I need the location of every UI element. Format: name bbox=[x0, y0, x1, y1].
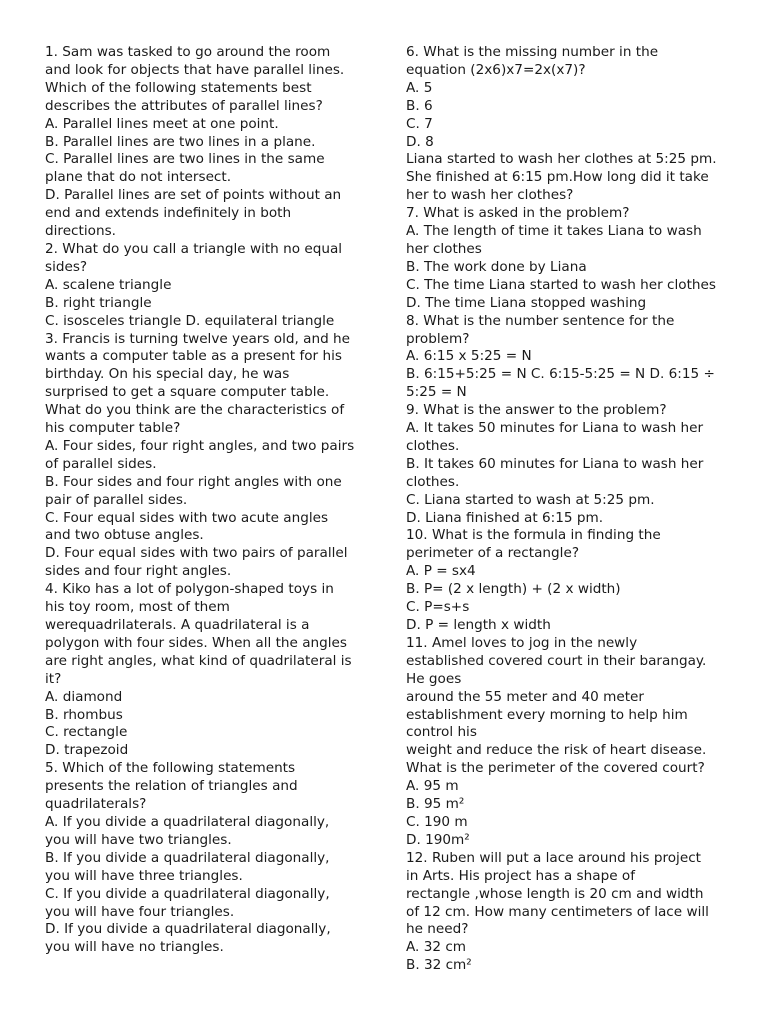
text-line: A. P = sx4 bbox=[406, 563, 476, 580]
text-line: pair of parallel sides. bbox=[45, 491, 188, 508]
text-line: 7. What is asked in the problem? bbox=[406, 205, 630, 222]
text-line: D. Parallel lines are set of points without an bbox=[45, 187, 342, 204]
text-line: A. 32 cm bbox=[406, 939, 467, 956]
text-line: B. 6 bbox=[406, 97, 433, 114]
text-line: 2. What do you call a triangle with no equal bbox=[45, 240, 343, 257]
text-line: sides? bbox=[45, 258, 88, 275]
text-line: What is the perimeter of the covered court? bbox=[406, 760, 705, 777]
text-line: A. 5 bbox=[406, 79, 433, 96]
text-line: D. 190m² bbox=[406, 831, 470, 848]
text-line: C. Four equal sides with two acute angles bbox=[45, 509, 329, 526]
text-line: you will have no triangles. bbox=[45, 939, 224, 956]
text-line: clothes. bbox=[406, 437, 460, 454]
text-line: 12. Ruben will put a lace around his project bbox=[406, 849, 701, 866]
text-line: C. If you divide a quadrilateral diagonally, bbox=[45, 885, 330, 902]
text-line: A. Parallel lines meet at one point. bbox=[45, 115, 279, 132]
text-line: perimeter of a rectangle? bbox=[406, 545, 580, 562]
left-column bbox=[45, 44, 367, 957]
text-line: B. If you divide a quadrilateral diagonally, bbox=[45, 849, 330, 866]
text-line: rectangle ,whose length is 20 cm and width bbox=[406, 885, 704, 902]
text-line: you will have four triangles. bbox=[45, 903, 235, 920]
text-line: A. 6:15 x 5:25 = N bbox=[406, 348, 532, 365]
text-line: 10. What is the formula in finding the bbox=[406, 527, 661, 544]
text-line: C. Parallel lines are two lines in the same bbox=[45, 151, 325, 168]
text-line: D. trapezoid bbox=[45, 742, 129, 759]
text-line: in Arts. His project has a shape of bbox=[406, 867, 636, 884]
text-line: presents the relation of triangles and bbox=[45, 778, 298, 795]
text-line: D. Liana finished at 6:15 pm. bbox=[406, 509, 604, 526]
text-line: of parallel sides. bbox=[45, 455, 157, 472]
text-line: clothes. bbox=[406, 473, 460, 490]
text-line: 4. Kiko has a lot of polygon-shaped toys in bbox=[45, 581, 334, 598]
text-line: C. Liana started to wash at 5:25 pm. bbox=[406, 491, 655, 508]
text-line: his computer table? bbox=[45, 420, 181, 437]
text-line: surprised to get a square computer table. bbox=[45, 384, 330, 401]
text-line: equation (2x6)x7=2x(x7)? bbox=[406, 61, 586, 78]
text-line: A. It takes 50 minutes for Liana to wash her bbox=[406, 420, 704, 437]
text-line: sides and four right angles. bbox=[45, 563, 232, 580]
text-line: established covered court in their barangay. bbox=[406, 652, 707, 669]
text-line: and two obtuse angles. bbox=[45, 527, 204, 544]
text-line: of 12 cm. How many centimeters of lace will bbox=[406, 903, 709, 920]
text-line: A. 95 m bbox=[406, 778, 459, 795]
text-line: you will have two triangles. bbox=[45, 831, 232, 848]
text-line: directions. bbox=[45, 223, 116, 240]
text-line: A. scalene triangle bbox=[45, 276, 172, 293]
text-line: B. 6:15+5:25 = N C. 6:15-5:25 = N D. 6:15 ÷ bbox=[406, 366, 715, 383]
text-line: are right angles, what kind of quadrilateral is bbox=[45, 652, 352, 669]
text-line: C. 190 m bbox=[406, 813, 468, 830]
text-line: quadrilaterals? bbox=[45, 796, 147, 813]
text-line: C. 7 bbox=[406, 115, 433, 132]
text-line: B. P= (2 x length) + (2 x width) bbox=[406, 581, 621, 598]
text-line: A. If you divide a quadrilateral diagonally, bbox=[45, 813, 330, 830]
text-line: establishment every morning to help him bbox=[406, 706, 688, 723]
text-line: D. Four equal sides with two pairs of parallel bbox=[45, 545, 348, 562]
text-line: describes the attributes of parallel lines? bbox=[45, 97, 323, 114]
text-line: werequadrilaterals. A quadrilateral is a bbox=[45, 617, 310, 633]
text-line: B. 95 m² bbox=[406, 796, 465, 813]
text-line: control his bbox=[406, 724, 477, 741]
text-line: Liana started to wash her clothes at 5:25 pm. bbox=[406, 151, 717, 168]
text-line: 11. Amel loves to jog in the newly bbox=[406, 634, 638, 651]
text-line: B. 32 cm² bbox=[406, 957, 472, 974]
text-line: C. rectangle bbox=[45, 724, 128, 741]
text-line: 6. What is the missing number in the bbox=[406, 44, 659, 60]
text-line: D. P = length x width bbox=[406, 617, 551, 633]
text-line: B. The work done by Liana bbox=[406, 258, 587, 275]
text-line: and look for objects that have parallel lines. bbox=[45, 61, 345, 78]
text-line: 5. Which of the following statements bbox=[45, 760, 296, 777]
text-line: polygon with four sides. When all the angles bbox=[45, 634, 348, 651]
text-line: problem? bbox=[406, 330, 470, 347]
text-line: 1. Sam was tasked to go around the room bbox=[45, 44, 331, 60]
text-line: D. The time Liana stopped washing bbox=[406, 294, 647, 311]
text-line: her clothes bbox=[406, 240, 482, 257]
text-line: 9. What is the answer to the problem? bbox=[406, 402, 667, 419]
text-line: A. Four sides, four right angles, and two pairs bbox=[45, 437, 355, 454]
text-line: Which of the following statements best bbox=[45, 79, 312, 96]
text-line: A. The length of time it takes Liana to wash bbox=[406, 223, 702, 240]
text-line: B. right triangle bbox=[45, 294, 152, 311]
text-line: wants a computer table as a present for his bbox=[45, 348, 342, 365]
right-column bbox=[406, 44, 728, 975]
text-line: her to wash her clothes? bbox=[406, 187, 574, 204]
text-line: 8. What is the number sentence for the bbox=[406, 312, 675, 329]
text-line: his toy room, most of them bbox=[45, 599, 230, 616]
text-line: D. If you divide a quadrilateral diagonally, bbox=[45, 921, 331, 938]
text-line: plane that do not intersect. bbox=[45, 169, 232, 186]
text-line: B. It takes 60 minutes for Liana to wash her bbox=[406, 455, 704, 472]
text-line: weight and reduce the risk of heart disease. bbox=[406, 742, 707, 759]
text-line: C. P=s+s bbox=[406, 599, 470, 616]
text-line: around the 55 meter and 40 meter bbox=[406, 688, 644, 705]
text-line: C. isosceles triangle D. equilateral triangle bbox=[45, 312, 335, 329]
text-line: birthday. On his special day, he was bbox=[45, 366, 290, 383]
text-line: D. 8 bbox=[406, 133, 434, 150]
text-line: B. rhombus bbox=[45, 706, 123, 723]
text-line: you will have three triangles. bbox=[45, 867, 243, 884]
text-line: it? bbox=[45, 670, 62, 687]
text-line: B. Four sides and four right angles with one bbox=[45, 473, 342, 490]
text-line: What do you think are the characteristics of bbox=[45, 402, 345, 419]
text-line: B. Parallel lines are two lines in a plane. bbox=[45, 133, 316, 150]
text-line: 3. Francis is turning twelve years old, and he bbox=[45, 330, 351, 347]
text-line: He goes bbox=[406, 670, 462, 687]
text-line: She finished at 6:15 pm.How long did it take bbox=[406, 169, 709, 186]
text-line: C. The time Liana started to wash her clothes bbox=[406, 276, 716, 293]
text-line: A. diamond bbox=[45, 688, 123, 705]
text-line: he need? bbox=[406, 921, 469, 938]
text-line: 5:25 = N bbox=[406, 384, 467, 401]
text-line: end and extends indefinitely in both bbox=[45, 205, 292, 222]
